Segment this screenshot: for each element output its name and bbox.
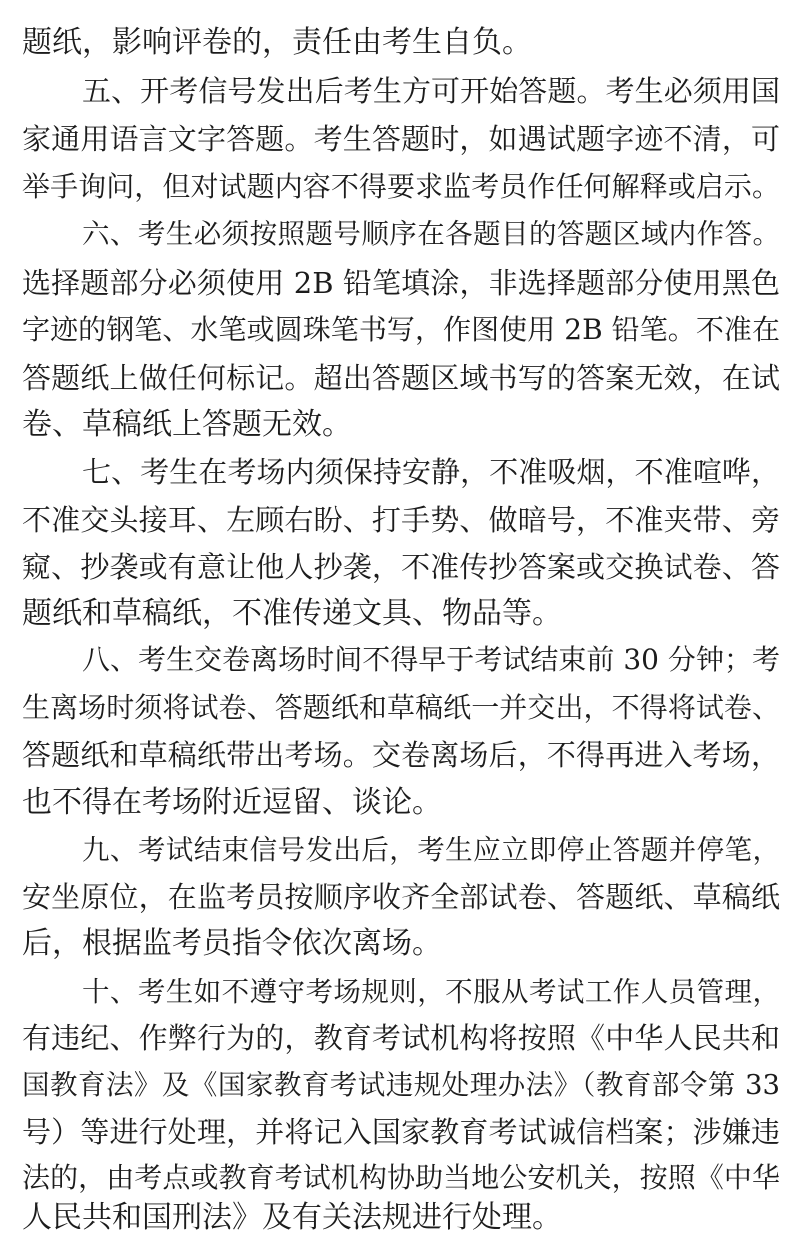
- text-line: 答题纸和草稿纸带出考场。交卷离场后，不得再进入考场，: [22, 738, 780, 772]
- rule-6-line: 六、考生必须按照题号顺序在各题目的答题区域内作答。: [82, 218, 780, 250]
- text-line: 后，根据监考员指令依次离场。: [22, 926, 442, 961]
- rule-10-line: 十、考生如不遵守考场规则，不服从考试工作人员管理，: [82, 976, 780, 1008]
- text-line: 法的，由考点或教育考试机构协助当地公安机关，按照《中华: [22, 1161, 780, 1194]
- text-line: 也不得在考场附近逗留、谈论。: [22, 785, 442, 820]
- text-line: 不准交头接耳、左顾右盼、打手势、做暗号，不准夹带、旁: [22, 503, 780, 537]
- text-line: 选择题部分必须使用 2B 铅笔填涂，非选择题部分使用黑色: [22, 266, 780, 300]
- rule-5-line: 五、开考信号发出后考生方可开始答题。考生必须用国: [82, 74, 780, 108]
- text-line: 卷、草稿纸上答题无效。: [22, 407, 352, 442]
- text-line: 安坐原位，在监考员按顺序收齐全部试卷、答题纸、草稿纸: [22, 880, 780, 914]
- text-line: 生离场时须将试卷、答题纸和草稿纸一并交出，不得将试卷、: [22, 691, 780, 724]
- rule-9-line: 九、考试结束信号发出后，考生应立即停止答题并停笔，: [82, 834, 780, 866]
- text-line: 人民共和国刑法》及有关法规进行处理。: [22, 1200, 562, 1235]
- text-line: 家通用语言文字答题。考生答题时，如遇试题字迹不清，可: [22, 122, 780, 156]
- text-line: 号）等进行处理，并将记入国家教育考试诚信档案；涉嫌违: [22, 1115, 780, 1149]
- rule-7-line: 七、考生在考场内须保持安静，不准吸烟，不准喧哗，: [82, 455, 780, 489]
- text-line: 国教育法》及《国家教育考试违规处理办法》（教育部令第 33: [22, 1069, 780, 1101]
- text-line: 答题纸上做任何标记。超出答题区域书写的答案无效，在试: [22, 361, 780, 395]
- text-line: 题纸，影响评卷的，责任由考生自负。: [22, 25, 532, 60]
- text-line: 窥、抄袭或有意让他人抄袭，不准传抄答案或交换试卷、答: [22, 550, 780, 584]
- rule-8-line: 八、考生交卷离场时间不得早于考试结束前 30 分钟；考: [82, 643, 780, 676]
- text-line: 举手询问，但对试题内容不得要求监考员作任何解释或启示。: [22, 170, 780, 203]
- text-line: 字迹的钢笔、水笔或圆珠笔书写，作图使用 2B 铅笔。不准在: [22, 313, 780, 346]
- text-line: 有违纪、作弊行为的，教育考试机构将按照《中华人民共和: [22, 1021, 780, 1055]
- text-line: 题纸和草稿纸，不准传递文具、物品等。: [22, 596, 562, 631]
